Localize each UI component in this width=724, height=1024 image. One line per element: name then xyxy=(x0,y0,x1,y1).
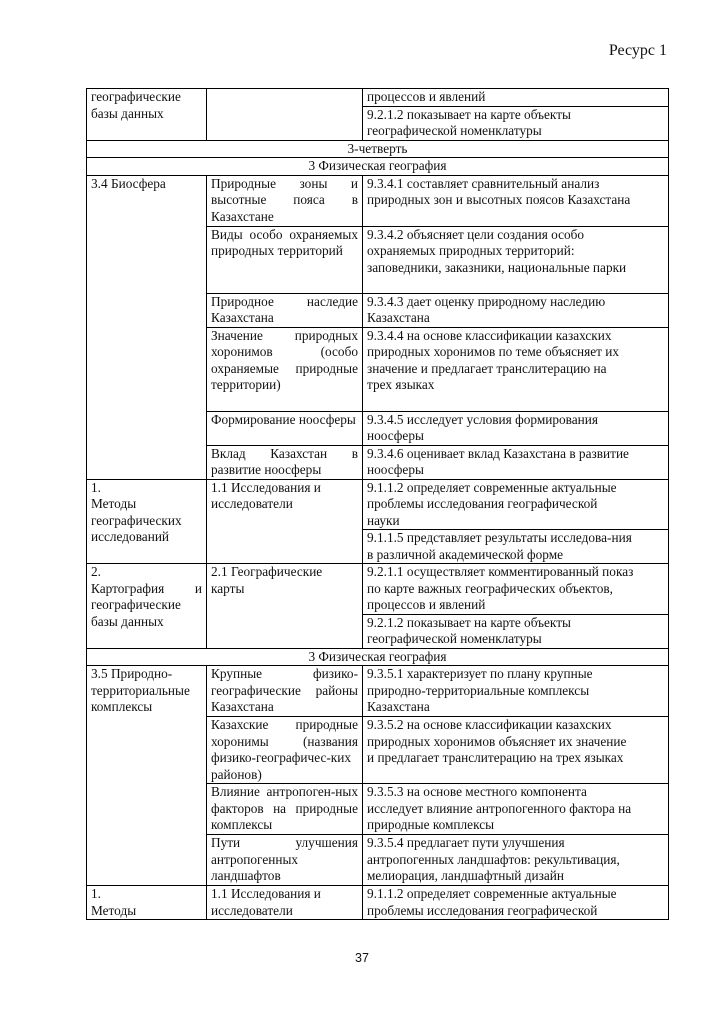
objective-cell: 9.3.4.2 объясняет цели создания особо охраняемых природных территорий: заповедники, заказники, национальные парки xyxy=(363,226,669,293)
objective-cell: 9.1.1.2 определяет современные актуальные проблемы исследования географической xyxy=(363,886,669,920)
objective-cell: 9.3.5.2 на основе классификации казахских природных хоронимов объясняет их значение и предлагает транслитерацию на трех языках xyxy=(363,717,669,784)
topic-title: Картография и географические базы данных xyxy=(91,580,202,629)
topic-cell xyxy=(87,564,207,649)
objective-cell: 9.3.5.1 характеризует по плану крупные природно-территориальные комплексы Казахстана xyxy=(363,666,669,717)
curriculum-table xyxy=(86,88,669,920)
subtopic-cell: Виды особо охраняемых природных территорий xyxy=(207,226,363,293)
section-heading: 3 Физическая география xyxy=(87,158,669,176)
page-number: 37 xyxy=(355,951,369,965)
table-row xyxy=(87,89,669,107)
table-row xyxy=(87,666,669,717)
subtopic-cell: 1.1 Исследования и исследователи xyxy=(207,886,363,920)
subtopic-cell: Вклад Казахстан в развитие ноосферы xyxy=(207,445,363,479)
quarter-row xyxy=(87,140,669,158)
objective-cell: 9.3.4.1 составляет сравнительный анализ природных зон и высотных поясов Казахстана xyxy=(363,175,669,226)
topic-cell xyxy=(87,479,207,564)
objective-cell: 9.1.1.2 определяет современные актуальные проблемы исследования географической науки xyxy=(363,479,669,530)
quarter-heading: 3-четверть xyxy=(87,140,669,158)
topic-number: 1. xyxy=(91,479,101,495)
objective-cell: 9.3.5.4 предлагает пути улучшения антропогенных ландшафтов: рекультивация, мелиорация, ландшафтный дизайн xyxy=(363,835,669,886)
table-row xyxy=(87,479,669,530)
subtopic-cell: Крупные физико-географические районы Казахстана xyxy=(207,666,363,717)
subtopic-cell: Влияние антропоген-ных факторов на природные комплексы xyxy=(207,784,363,835)
objective-cell: 9.3.4.4 на основе классификации казахских природных хоронимов по теме объясняет их значение и предлагает транслитерацию на трех языках xyxy=(363,327,669,411)
objective-cell: 9.3.4.3 дает оценку природному наследию Казахстана xyxy=(363,293,669,327)
section-heading: 3 Физическая география xyxy=(87,648,669,666)
topic-cell: 3.5 Природно-территориальные комплексы xyxy=(87,666,207,886)
objective-cell: процессов и явлений xyxy=(363,89,669,107)
topic-cell: 3.4 Биосфера xyxy=(87,175,207,479)
topic-title: Методы xyxy=(91,902,137,918)
objective-cell: 9.1.1.5 представляет результаты исследова-ния в различной академической форме xyxy=(363,530,669,564)
table-row xyxy=(87,564,669,615)
topic-number: 2. xyxy=(91,564,101,579)
subtopic-cell: Пути улучшения антропогенных ландшафтов xyxy=(207,835,363,886)
topic-number: 1. xyxy=(91,886,101,901)
objective-cell: 9.3.4.5 исследует условия формирования ноосферы xyxy=(363,411,669,445)
subtopic-cell: 2.1 Географические карты xyxy=(207,564,363,649)
subtopic-cell: Казахские природные хоронимы (названия физико-географичес-ких районов) xyxy=(207,717,363,784)
topic-title: Методы географических исследований xyxy=(91,496,182,544)
section-row xyxy=(87,648,669,666)
table-row xyxy=(87,175,669,226)
topic-cell: географические базы данных xyxy=(87,89,207,141)
subtopic-cell: Природное наследие Казахстана xyxy=(207,293,363,327)
objective-cell: 9.2.1.2 показывает на карте объекты географической номенклатуры xyxy=(363,106,669,140)
subtopic-cell: Формирование ноосферы xyxy=(207,411,363,445)
objective-cell: 9.3.4.6 оценивает вклад Казахстана в развитие ноосферы xyxy=(363,445,669,479)
subtopic-cell: Значение природных хоронимов (особо охраняемые природные территории) xyxy=(207,327,363,411)
subtopic-cell: Природные зоны и высотные пояса в Казахстане xyxy=(207,175,363,226)
subtopic-cell xyxy=(207,89,363,141)
subtopic-cell: 1.1 Исследования и исследователи xyxy=(207,479,363,564)
section-row xyxy=(87,158,669,176)
objective-cell: 9.3.5.3 на основе местного компонента исследует влияние антропогенного фактора на природные комплексы xyxy=(363,784,669,835)
topic-cell xyxy=(87,886,207,920)
objective-cell: 9.2.1.2 показывает на карте объекты географической номенклатуры xyxy=(363,614,669,648)
table-row xyxy=(87,886,669,920)
resource-label: Ресурс 1 xyxy=(608,42,667,59)
objective-cell: 9.2.1.1 осуществляет комментированный показ по карте важных географических объектов, процессов и явлений xyxy=(363,564,669,615)
